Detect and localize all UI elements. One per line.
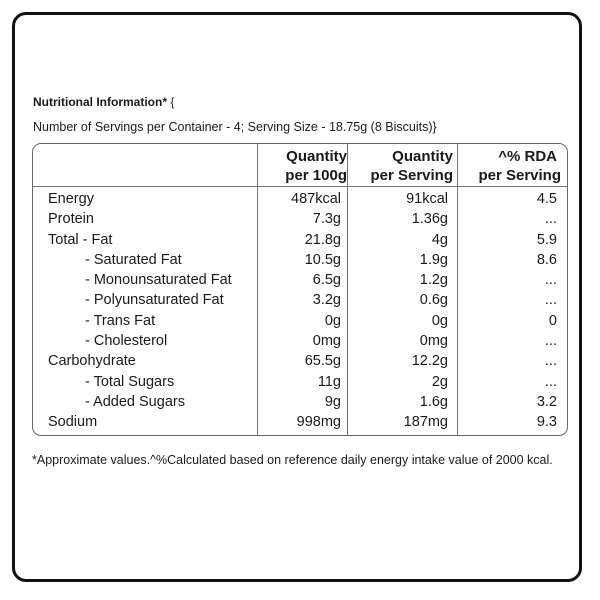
nutrition-table <box>32 143 568 436</box>
nutrient-row <box>33 414 567 434</box>
quantity-per-100g: 10.5g <box>304 251 341 268</box>
quantity-per-serving: 91kcal <box>406 191 448 207</box>
rda-per-serving: 4.5 <box>536 191 557 207</box>
title-suffix: { <box>170 95 175 109</box>
header-line: Quantity <box>392 148 453 165</box>
rda-per-serving: 0 <box>548 312 557 329</box>
nutrient-name: Sodium <box>48 414 98 431</box>
quantity-per-serving: 1.2g <box>419 272 448 289</box>
header-per100 <box>257 147 347 185</box>
nutrient-row <box>33 313 567 333</box>
nutrient-name: - Total Sugars <box>85 373 175 390</box>
nutrient-row <box>33 232 567 252</box>
rda-per-serving: ... <box>544 211 557 228</box>
header-rda <box>457 147 561 185</box>
nutrient-name: Total - Fat <box>48 231 113 248</box>
nutrient-name: - Monounsaturated Fat <box>85 272 232 289</box>
quantity-per-serving: 0g <box>431 312 448 329</box>
quantity-per-100g: 3.2g <box>312 292 341 309</box>
nutrient-row <box>33 333 567 353</box>
nutrient-name: Carbohydrate <box>48 353 136 370</box>
nutrient-row <box>33 353 567 373</box>
rda-per-serving: 9.3 <box>536 414 557 431</box>
quantity-per-100g: 65.5g <box>304 353 341 370</box>
quantity-per-100g: 0mg <box>312 333 341 350</box>
header-line: per Serving <box>478 167 561 184</box>
quantity-per-100g: 0g <box>324 312 341 329</box>
nutrient-row <box>33 252 567 272</box>
quantity-per-100g: 487kcal <box>291 191 341 207</box>
quantity-per-100g: 11g <box>317 373 341 390</box>
quantity-per-100g: 9g <box>324 393 341 410</box>
header-line: Quantity <box>286 148 347 165</box>
quantity-per-100g: 7.3g <box>312 211 341 228</box>
header-line: per Serving <box>370 167 453 184</box>
header-per-serving <box>347 147 457 185</box>
rda-per-serving: ... <box>544 292 557 309</box>
nutrient-name: Protein <box>48 211 94 228</box>
quantity-per-100g: 21.8g <box>304 231 341 248</box>
rda-per-serving: 8.6 <box>536 251 557 268</box>
nutrient-row <box>33 292 567 312</box>
quantity-per-serving: 0.6g <box>419 292 448 309</box>
header-line: per 100g <box>285 167 347 184</box>
nutrient-row <box>33 374 567 394</box>
nutrient-row <box>33 211 567 231</box>
nutrient-name: - Polyunsaturated Fat <box>85 292 224 309</box>
quantity-per-serving: 187mg <box>403 414 448 431</box>
title-text: Nutritional Information* <box>33 95 167 109</box>
nutrition-title <box>33 95 174 109</box>
header-line: ^% RDA <box>498 148 557 165</box>
rda-per-serving: ... <box>544 333 557 350</box>
nutrient-name: - Trans Fat <box>85 312 156 329</box>
nutrient-row <box>33 394 567 414</box>
rda-per-serving: ... <box>544 272 557 289</box>
nutrient-name: - Added Sugars <box>85 393 185 410</box>
quantity-per-serving: 0mg <box>419 333 448 350</box>
nutrient-rows <box>33 191 567 435</box>
rda-per-serving: ... <box>544 373 557 390</box>
nutrient-name: Energy <box>48 191 94 207</box>
quantity-per-serving: 1.9g <box>419 251 448 268</box>
rda-per-serving: ... <box>544 353 557 370</box>
nutrient-row <box>33 272 567 292</box>
footnote: *Approximate values.^%Calculated based on reference daily energy intake value of 2000 kcal. <box>32 453 553 467</box>
header-divider <box>33 186 567 187</box>
quantity-per-serving: 1.6g <box>419 393 448 410</box>
nutrient-name: - Saturated Fat <box>85 251 182 268</box>
rda-per-serving: 3.2 <box>536 393 557 410</box>
nutrient-name: - Cholesterol <box>85 333 168 350</box>
rda-per-serving: 5.9 <box>536 231 557 248</box>
quantity-per-serving: 4g <box>431 231 448 248</box>
nutrient-row <box>33 191 567 211</box>
quantity-per-100g: 998mg <box>296 414 341 431</box>
servings-line: Number of Servings per Container - 4; Serving Size - 18.75g (8 Biscuits)} <box>33 120 437 134</box>
quantity-per-serving: 2g <box>431 373 448 390</box>
quantity-per-serving: 1.36g <box>411 211 448 228</box>
quantity-per-serving: 12.2g <box>411 353 448 370</box>
quantity-per-100g: 6.5g <box>312 272 341 289</box>
